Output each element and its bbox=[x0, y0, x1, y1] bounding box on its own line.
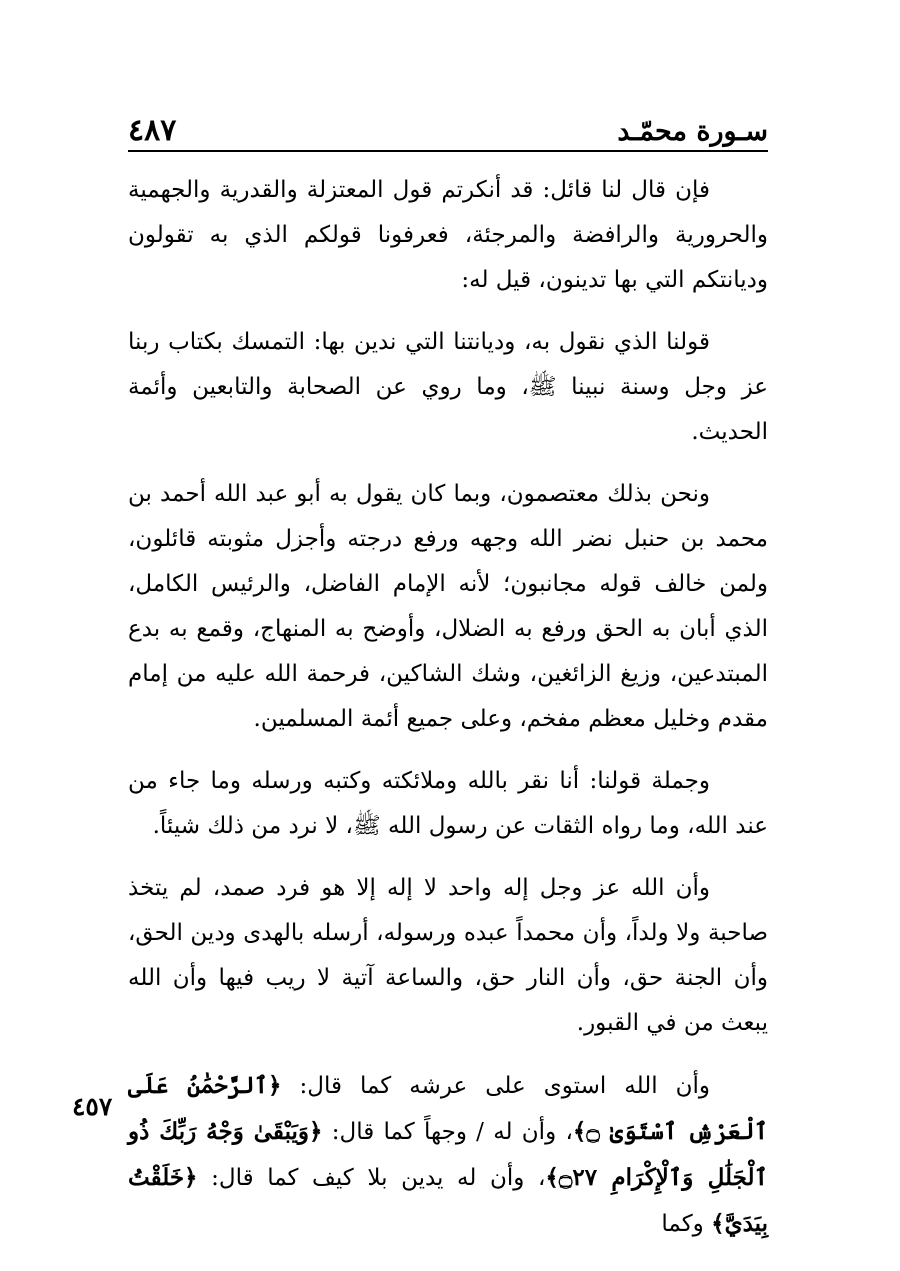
margin-page-reference: ٤٥٧ bbox=[72, 1092, 113, 1121]
paragraph-objection: فإن قال لنا قائل: قد أنكرتم قول المعتزلة والقدرية والجهمية والحرورية والرافضة والمرجئة، فعرفونا قولكم الذي به تقولون وديانتكم التي بها تدينون، قيل له: bbox=[128, 177, 768, 293]
quran-verse: ﴿ٱلرَّحْمَٰنُ عَلَى ٱلْعَرْشِ ٱسْتَوَىٰ ۝﴾ bbox=[128, 1072, 768, 1145]
text-segment: وأن الله استوى على عرشه كما قال: bbox=[281, 1073, 711, 1099]
page-number: ٤٨٧ bbox=[128, 113, 177, 148]
paragraph-attributes bbox=[128, 1063, 768, 1247]
text-segment: ، وأن له يدين بلا كيف كما قال: bbox=[197, 1165, 546, 1191]
quran-verse: ﴿وَيَبْقَىٰ وَجْهُ رَبِّكَ ذُو ٱلْجَلَٰلِ وَٱلْإِكْرَامِ ۝٢٧﴾ bbox=[128, 1118, 769, 1191]
paragraph-ahmad-ibn-hanbal: ونحن بذلك معتصمون، وبما كان يقول به أبو عبد الله أحمد بن محمد بن حنبل نضر الله وجهه ورفع درجته وأجزل مثوبته قائلون، ولمن خالف قوله مجانبون؛ لأنه الإمام الفاضل، والرئيس الكامل، الذي أبان به الحق ورفع به الضلال، وأوضح به المنهاج، وقمع به بدع المبتدعين، وزيغ الزائغين، وشك الشاكين، فرحمة الله عليه من إمام مقدم وخليل معظم مفخم، وعلى جميع أئمة المسلمين. bbox=[128, 481, 768, 732]
page-header bbox=[128, 112, 768, 152]
paragraph-summary: وجملة قولنا: أنا نقر بالله وملائكته وكتبه ورسله وما جاء من عند الله، وما رواه الثقات عن رسول الله ﷺ، لا نرد من ذلك شيئاً. bbox=[128, 768, 768, 839]
body-text bbox=[128, 168, 768, 1264]
quran-verse: ﴿خَلَقْتُ بِيَدَيَّ﴾ bbox=[128, 1164, 768, 1237]
text-segment: وكما bbox=[661, 1211, 712, 1237]
paragraph-our-creed: قولنا الذي نقول به، وديانتنا التي ندين بها: التمسك بكتاب ربنا عز وجل وسنة نبينا ﷺ، وما روي عن الصحابة والتابعين وأئمة الحديث. bbox=[128, 329, 768, 445]
paragraph-tawhid: وأن الله عز وجل إله واحد لا إله إلا هو فرد صمد، لم يتخذ صاحبة ولا ولداً، وأن محمداً عبده ورسوله، أرسله بالهدى ودين الحق، وأن الجنة حق، وأن النار حق، والساعة آتية لا ريب فيها وأن الله يبعث من في القبور. bbox=[128, 875, 768, 1036]
text-segment: ، وأن له / وجهاً كما قال: bbox=[322, 1119, 573, 1145]
surah-title: سـورة محمّـد bbox=[617, 116, 768, 147]
